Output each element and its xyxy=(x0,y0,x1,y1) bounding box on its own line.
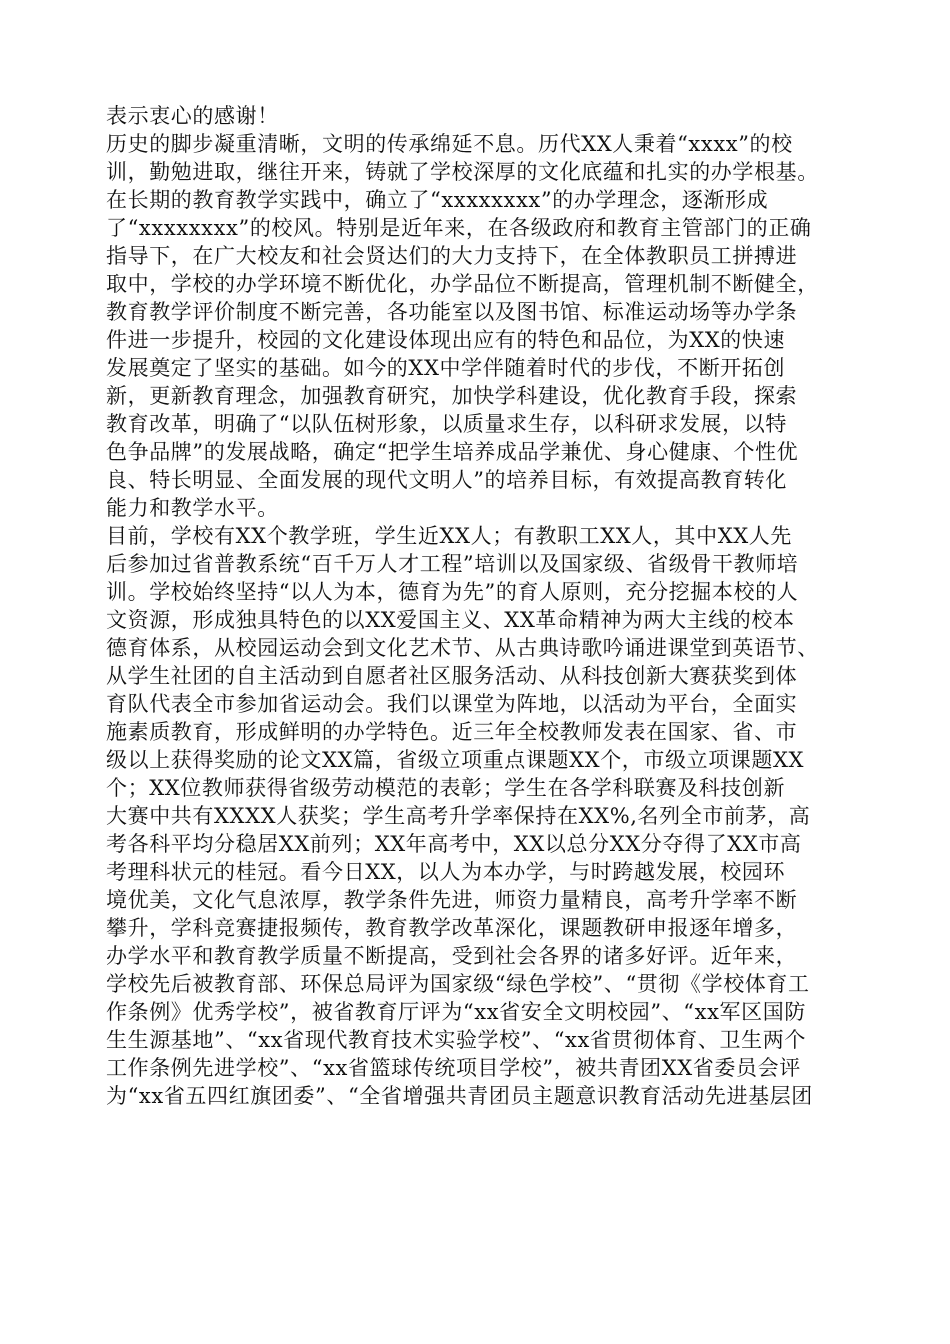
text-line: 在长期的教育教学实践中，确立了“xxxxxxxx”的办学理念，逐渐形成 xyxy=(106,188,769,212)
text-line: 件进一步提升，校园的文化建设体现出应有的特色和品位，为XX的快速 xyxy=(106,328,786,352)
text-line: 良、特长明显、全面发展的现代文明人”的培养目标，有效提高教育转化 xyxy=(106,468,787,492)
text-line: 历史的脚步凝重清晰，文明的传承绵延不息。历代XX人秉着“xxxx”的校 xyxy=(106,132,793,156)
text-line: 育队代表全市参加省运动会。我们以课堂为阵地，以活动为平台，全面实 xyxy=(106,692,798,716)
text-line: 目前，学校有XX个教学班，学生近XX人；有教职工XX人，其中XX人先 xyxy=(106,524,792,548)
text-line: 个；XX位教师获得省级劳动模范的表彰；学生在各学科联赛及科技创新 xyxy=(106,776,786,800)
text-line: 教育教学评价制度不断完善，各功能室以及图书馆、标准运动场等办学条 xyxy=(106,300,798,324)
text-line: 考各科平均分稳居XX前列；XX年高考中，XX以总分XX分夺得了XX市高 xyxy=(106,832,802,856)
text-line: 德育体系，从校园运动会到文化艺术节、从古典诗歌吟诵进课堂到英语节、 xyxy=(106,636,819,660)
text-line: 了“xxxxxxxx”的校风。特别是近年来，在各级政府和教育主管部门的正确 xyxy=(106,216,812,240)
text-line: 级以上获得奖励的论文XX篇，省级立项重点课题XX个，市级立项课题XX xyxy=(106,748,805,772)
text-line: 学校先后被教育部、环保总局评为国家级“绿色学校”、“贯彻《学校体育工 xyxy=(106,972,810,996)
text-line: 取中，学校的办学环境不断优化，办学品位不断提高，管理机制不断健全， xyxy=(106,272,819,296)
text-line: 为“xx省五四红旗团委”、“全省增强共青团员主题意识教育活动先进基层团 xyxy=(106,1084,813,1108)
text-line: 表示衷心的感谢！ xyxy=(106,104,279,128)
text-line: 后参加过省普教系统“百千万人才工程”培训以及国家级、省级骨干教师培 xyxy=(106,552,799,576)
text-line: 从学生社团的自主活动到自愿者社区服务活动、从科技创新大赛获奖到体 xyxy=(106,664,798,688)
text-line: 发展奠定了坚实的基础。如今的XX中学伴随着时代的步伐，不断开拓创 xyxy=(106,356,786,380)
text-line: 文资源，形成独具特色的以XX爱国主义、XX革命精神为两大主线的校本 xyxy=(106,608,795,632)
body-text xyxy=(106,102,866,1110)
text-line: 施素质教育，形成鲜明的办学特色。近三年全校教师发表在国家、省、市 xyxy=(106,720,798,744)
text-line: 训，勤勉进取，继往开来，铸就了学校深厚的文化底蕴和扎实的办学根基。 xyxy=(106,160,819,184)
text-line: 考理科状元的桂冠。看今日XX，以人为本办学，与时跨越发展，校园环 xyxy=(106,860,786,884)
text-line: 能力和教学水平。 xyxy=(106,496,279,520)
text-line: 攀升，学科竞赛捷报频传，教育教学改革深化，课题教研申报逐年增多， xyxy=(106,916,798,940)
text-line: 办学水平和教育教学质量不断提高，受到社会各界的诸多好评。近年来， xyxy=(106,944,798,968)
text-line: 训。学校始终坚持“以人为本，德育为先”的育人原则，充分挖掘本校的人 xyxy=(106,580,799,604)
text-line: 教育改革，明确了“以队伍树形象，以质量求生存，以科研求发展，以特 xyxy=(106,412,787,436)
text-line: 境优美，文化气息浓厚，教学条件先进，师资力量精良，高考升学率不断 xyxy=(106,888,798,912)
text-line: 大赛中共有XXXX人获奖；学生高考升学率保持在XX%,名列全市前茅，高 xyxy=(106,804,811,828)
text-line: 新，更新教育理念，加强教育研究，加快学科建设，优化教育手段，探索 xyxy=(106,384,798,408)
text-line: 色争品牌”的发展战略，确定“把学生培养成品学兼优、身心健康、个性优 xyxy=(106,440,799,464)
text-line: 工作条例先进学校”、“xx省篮球传统项目学校”，被共青团XX省委员会评 xyxy=(106,1056,801,1080)
text-line: 指导下，在广大校友和社会贤达们的大力支持下，在全体教职员工拼搏进 xyxy=(106,244,798,268)
text-line: 作条例》优秀学校”，被省教育厅评为“xx省安全文明校园”、“xx军区国防 xyxy=(106,1000,806,1024)
text-line: 生生源基地”、“xx省现代教育技术实验学校”、“xx省贯彻体育、卫生两个 xyxy=(106,1028,806,1052)
